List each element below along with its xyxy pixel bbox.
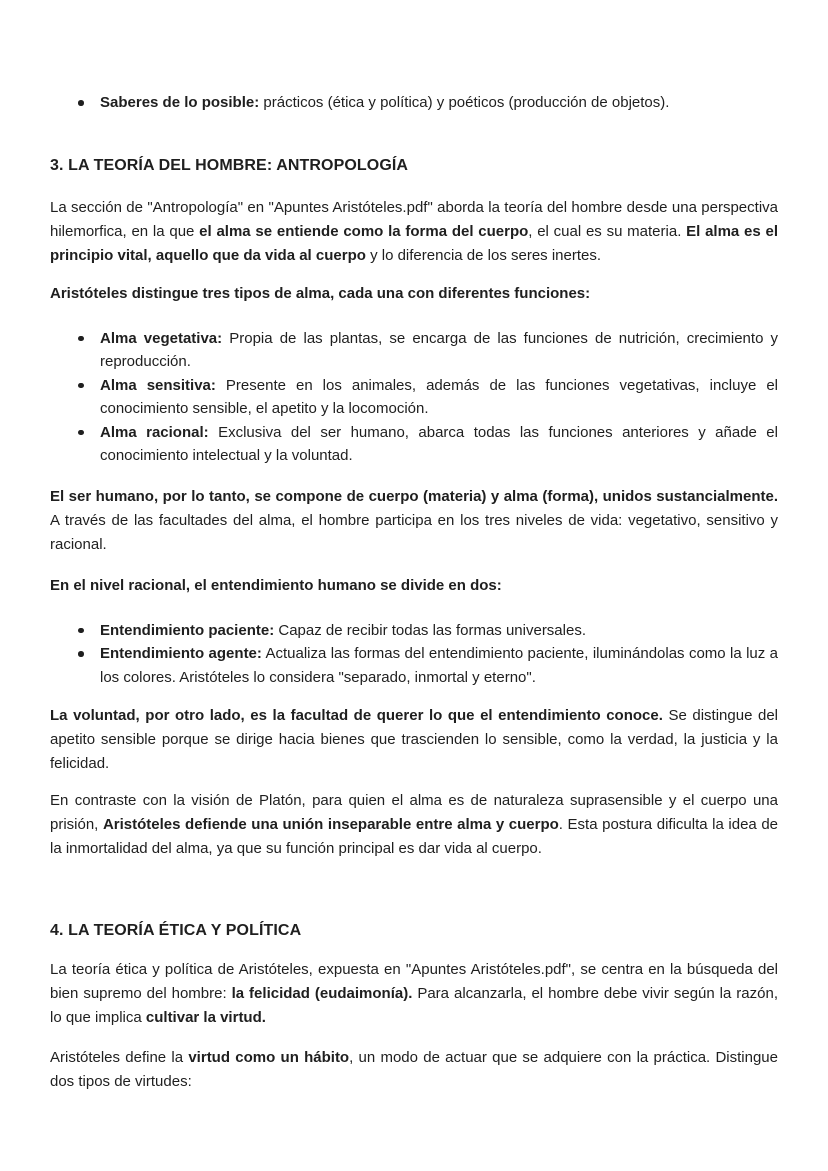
- list-item-text: Actualiza las formas del entendimiento paciente, iluminándolas como la luz a los colores. Aristóteles lo considera "separado, inmortal y eterno".: [100, 645, 778, 686]
- list-item-label: Alma sensitiva:: [100, 376, 216, 394]
- list-item-label: Alma vegetativa:: [100, 329, 223, 347]
- text-run-bold: El ser humano, por lo tanto, se compone de cuerpo (materia) y alma (forma), unidos sustancialmente.: [50, 487, 778, 505]
- text-run-bold: la felicidad (eudaimonía).: [231, 985, 413, 1002]
- text-run: Para alcanzarla, el hombre debe vivir según la razón, lo que implica: [50, 985, 778, 1026]
- paragraph-antropologia-intro: [50, 196, 778, 268]
- paragraph-ser-humano: [50, 485, 778, 557]
- list-item-alma-vegetativa: [50, 327, 778, 374]
- list-item-entendimiento-paciente: [50, 619, 778, 643]
- bullet-icon: [78, 651, 84, 657]
- list-item-text: prácticos (ética y política) y poéticos (producción de objetos).: [259, 94, 670, 111]
- text-run: En contraste con la visión de Platón, para quien el alma es de naturaleza suprasensible y el cuerpo una prisión,: [50, 792, 778, 833]
- text-run: La teoría ética y política de Aristóteles, expuesta en "Apuntes Aristóteles.pdf", se centra en la búsqueda del bien supremo del hombre:: [50, 961, 778, 1002]
- bullet-icon: [78, 100, 84, 106]
- list-item-text: Capaz de recibir todas las formas universales.: [274, 621, 586, 639]
- paragraph-virtud-habito: [50, 1046, 778, 1094]
- bullet-icon: [78, 628, 84, 634]
- list-item-label: Entendimiento paciente:: [100, 621, 275, 639]
- bullet-icon: [78, 430, 84, 436]
- paragraph-contraste-platon: [50, 789, 778, 861]
- list-item-text: Propia de las plantas, se encarga de las funciones de nutrición, crecimiento y reproducción.: [100, 329, 779, 370]
- text-run: Aristóteles define la: [50, 1049, 189, 1066]
- bullet-icon: [78, 336, 84, 342]
- text-run-bold: el alma se entiende como la forma del cuerpo: [199, 222, 529, 240]
- entendimiento-list: [50, 619, 778, 690]
- paragraph-nivel-racional: En el nivel racional, el entendimiento humano se divide en dos:: [50, 576, 502, 594]
- list-item-text: Exclusiva del ser humano, abarca todas las funciones anteriores y añade el conocimiento intelectual y la voluntad.: [100, 423, 778, 464]
- text-run-bold: virtud como un hábito: [188, 1049, 350, 1066]
- text-run: , un modo de actuar que se adquiere con la práctica. Distingue dos tipos de virtudes:: [50, 1049, 778, 1090]
- list-item-alma-racional: [50, 421, 778, 468]
- text-run: La sección de "Antropología" en "Apuntes Aristóteles.pdf" aborda la teoría del hombre desde una perspectiva hilemorfica, en la que: [50, 198, 778, 240]
- section-heading-antropologia: 3. LA TEORÍA DEL HOMBRE: ANTROPOLOGÍA: [50, 156, 409, 174]
- section-heading-etica-politica: 4. LA TEORÍA ÉTICA Y POLÍTICA: [50, 922, 302, 939]
- list-item-alma-sensitiva: [50, 374, 778, 421]
- list-item-label: Entendimiento agente:: [100, 645, 262, 662]
- text-run-bold: El alma es el principio vital, aquello que da vida al cuerpo: [50, 222, 779, 264]
- text-run: Se distingue del apetito sensible porque se dirige hacia bienes que trascienden lo sensible, como la verdad, la justicia y la felicidad.: [50, 707, 778, 772]
- list-item-text: Presente en los animales, además de las funciones vegetativas, incluye el conocimiento sensible, el apetito y la locomoción.: [100, 376, 778, 417]
- paragraph-la-voluntad: [50, 704, 778, 776]
- text-run: , el cual es su materia.: [528, 222, 687, 240]
- bullet-icon: [78, 383, 84, 389]
- text-run-bold: cultivar la virtud.: [145, 1009, 266, 1026]
- saberes-list: [50, 91, 778, 115]
- list-item-label: Alma racional:: [100, 423, 209, 441]
- list-item-label: Saberes de lo posible:: [100, 94, 260, 111]
- text-run: A través de las facultades del alma, el hombre participa en los tres niveles de vida: vegetativo, sensitivo y racional.: [50, 511, 778, 553]
- text-run-bold: La voluntad, por otro lado, es la facultad de querer lo que el entendimiento conoce.: [50, 707, 663, 724]
- list-item-entendimiento-agente: [50, 642, 778, 689]
- paragraph-tres-tipos-alma: Aristóteles distingue tres tipos de alma, cada una con diferentes funciones:: [50, 284, 591, 302]
- text-run: . Esta postura dificulta la idea de la inmortalidad del alma, ya que su función principal es dar vida al cuerpo.: [50, 816, 779, 857]
- alma-list: [50, 327, 778, 468]
- list-item-saberes-posible: [50, 91, 778, 115]
- text-run-bold: Aristóteles defiende una unión inseparable entre alma y cuerpo: [102, 816, 559, 833]
- text-run: y lo diferencia de los seres inertes.: [365, 246, 602, 264]
- paragraph-etica-intro: [50, 958, 778, 1030]
